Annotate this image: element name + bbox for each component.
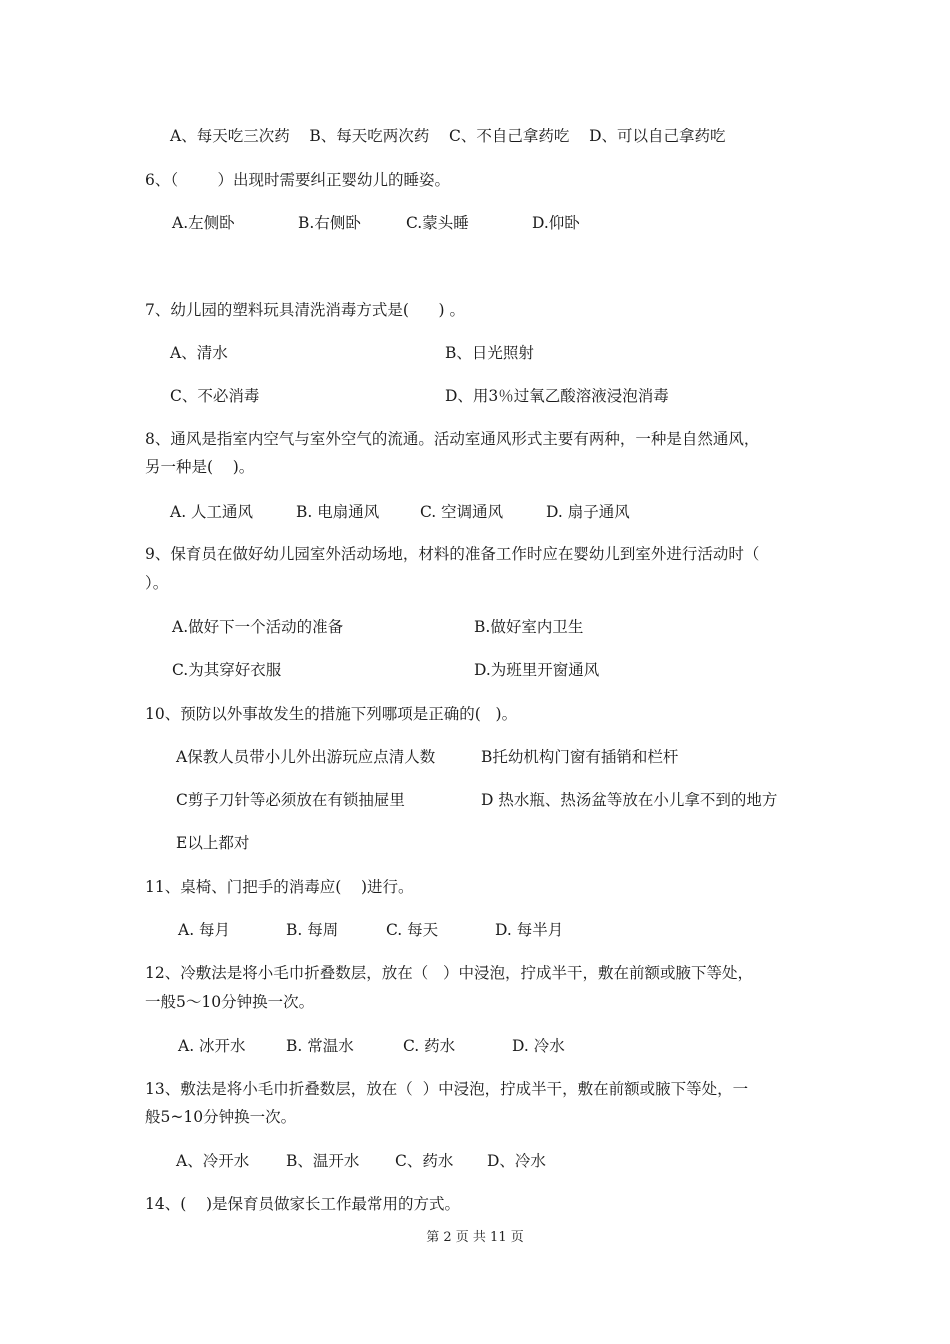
question-8-stem-line-1: 8、通风是指室内空气与室外空气的流通。活动室通风形式主要有两种，一种是自然通风， [145,430,760,448]
question-12-option-d: D. 冷水 [512,1037,565,1055]
question-9-stem-line-1: 9、保育员在做好幼儿园室外活动场地，材料的准备工作时应在婴幼儿到室外进行活动时（ [145,545,760,563]
question-14-stem: 14、( )是保育员做家长工作最常用的方式。 [145,1195,461,1213]
question-11-stem: 11、桌椅、门把手的消毒应( )进行。 [145,878,414,896]
question-5-options: A、每天吃三次药 B、每天吃两次药 C、不自己拿药吃 D、可以自己拿药吃 [170,127,726,145]
question-7-stem: 7、幼儿园的塑料玩具清洗消毒方式是( ) 。 [145,301,465,319]
question-11-option-a: A. 每月 [178,921,231,939]
question-12-option-a: A. 冰开水 [178,1037,246,1055]
question-10-option-b: B托幼机构门窗有插销和栏杆 [481,748,679,766]
question-6-option-a: A.左侧卧 [172,214,235,232]
question-12-stem-line-2: 一般5～10分钟换一次。 [145,993,315,1011]
question-13-option-d: D、冷水 [487,1152,546,1170]
question-10-option-c: C剪子刀针等必须放在有锁抽屉里 [176,791,405,809]
question-8-stem-line-2: 另一种是( )。 [145,458,255,476]
question-13-option-b: B、温开水 [286,1152,360,1170]
question-6-option-c: C.蒙头睡 [406,214,469,232]
question-10-option-d: D 热水瓶、热汤盆等放在小儿拿不到的地方 [481,791,778,809]
question-13-option-a: A、冷开水 [176,1152,250,1170]
question-13-stem-line-2: 般5~10分钟换一次。 [145,1108,297,1126]
question-13-stem-line-1: 13、敷法是将小毛巾折叠数层，放在（ ）中浸泡，拧成半干，敷在前额或腋下等处，一 [145,1080,749,1098]
question-7-option-a: A、清水 [170,344,228,362]
question-8-option-a: A. 人工通风 [170,503,254,521]
question-6-option-d: D.仰卧 [532,214,580,232]
question-7-option-c: C、不必消毒 [170,387,260,405]
question-10-option-a: A保教人员带小儿外出游玩应点清人数 [176,748,436,766]
question-11-option-c: C. 每天 [386,921,439,939]
question-7-option-b: B、日光照射 [445,344,534,362]
question-9-option-d: D.为班里开窗通风 [474,661,600,679]
question-12-option-c: C. 药水 [403,1037,456,1055]
question-13-option-c: C、药水 [395,1152,454,1170]
question-7-option-d: D、用3％过氧乙酸溶液浸泡消毒 [445,387,669,405]
question-9-stem-line-2: ）。 [145,574,169,592]
question-8-option-d: D. 扇子通风 [546,503,630,521]
question-6-option-b: B.右侧卧 [298,214,361,232]
question-10-option-e: E以上都对 [176,834,250,852]
question-11-option-d: D. 每半月 [495,921,564,939]
question-9-option-a: A.做好下一个活动的准备 [172,618,344,636]
question-8-option-c: C. 空调通风 [420,503,504,521]
question-11-option-b: B. 每周 [286,921,339,939]
question-9-option-c: C.为其穿好衣服 [172,661,282,679]
page-number-footer: 第 2 页 共 11 页 [426,1230,524,1245]
question-12-option-b: B. 常温水 [286,1037,354,1055]
question-12-stem-line-1: 12、冷敷法是将小毛巾折叠数层，放在（ ）中浸泡，拧成半干，敷在前额或腋下等处， [145,964,754,982]
question-9-option-b: B.做好室内卫生 [474,618,584,636]
question-10-stem: 10、预防以外事故发生的措施下列哪项是正确的( )。 [145,705,518,723]
question-6-stem: 6、（ ）出现时需要纠正婴幼儿的睡姿。 [145,171,451,189]
question-8-option-b: B. 电扇通风 [296,503,380,521]
